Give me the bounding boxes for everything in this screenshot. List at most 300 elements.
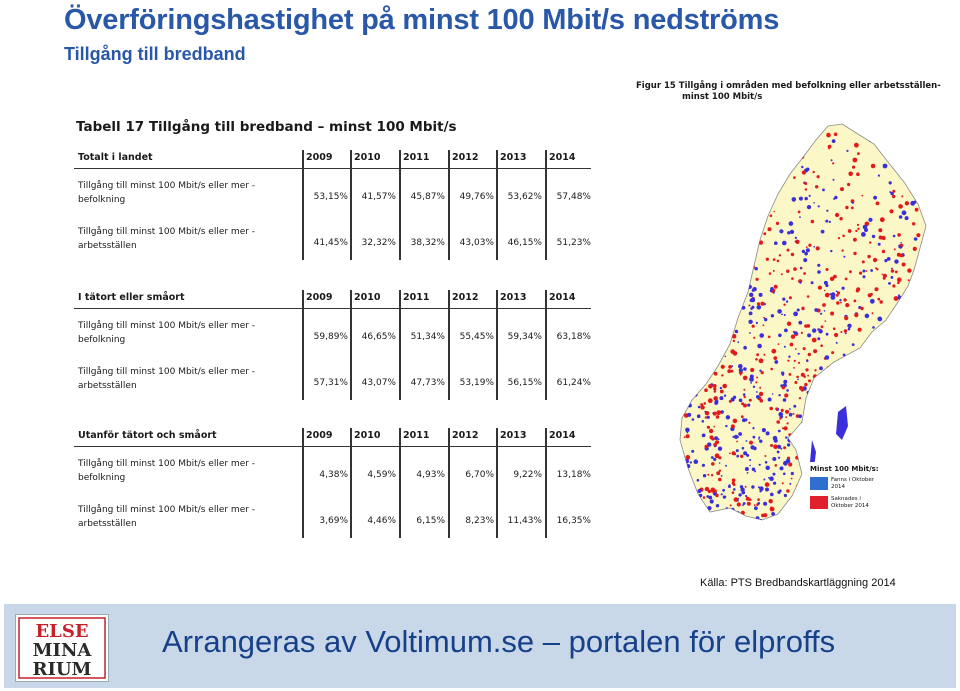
coverage-dot — [688, 393, 692, 397]
coverage-dot — [951, 331, 954, 334]
coverage-dot — [745, 467, 749, 471]
coverage-dot — [857, 405, 861, 409]
table-row — [74, 309, 591, 355]
coverage-dot — [878, 243, 881, 246]
coverage-dot — [913, 247, 917, 251]
coverage-dot — [937, 328, 941, 332]
coverage-dot — [830, 277, 834, 281]
coverage-dot — [885, 374, 888, 377]
coverage-dot — [848, 434, 852, 438]
coverage-dot — [890, 374, 894, 378]
coverage-dot — [892, 424, 895, 427]
coverage-dot — [891, 320, 895, 324]
year-header: 2012 — [452, 430, 479, 441]
coverage-dot — [742, 245, 746, 249]
coverage-dot — [677, 510, 682, 515]
coverage-dot — [704, 411, 706, 413]
coverage-dot — [794, 331, 798, 335]
coverage-dot — [911, 182, 914, 185]
coverage-dot — [812, 434, 815, 437]
coverage-dot — [679, 495, 681, 497]
coverage-dot — [843, 440, 845, 442]
table-cell: 55,45% — [459, 332, 494, 342]
coverage-dot — [791, 472, 794, 475]
coverage-dot — [794, 360, 796, 362]
coverage-dot — [927, 225, 929, 227]
coverage-dot — [929, 232, 932, 235]
coverage-dot — [889, 417, 893, 421]
coverage-dot — [693, 366, 696, 369]
coverage-dot — [943, 261, 946, 264]
coverage-dot — [748, 422, 750, 424]
coverage-dot — [927, 471, 931, 475]
coverage-dot — [912, 222, 915, 225]
coverage-dot — [829, 221, 831, 223]
coverage-dot — [677, 234, 680, 237]
coverage-dot — [842, 447, 846, 451]
coverage-dot — [957, 350, 960, 353]
coverage-dot — [885, 446, 888, 449]
coverage-dot — [869, 388, 872, 391]
coverage-dot — [836, 342, 838, 344]
coverage-dot — [881, 423, 884, 426]
coverage-dot — [738, 432, 742, 436]
coverage-dot — [766, 185, 768, 187]
coverage-dot — [919, 178, 921, 180]
coverage-dot — [805, 407, 808, 410]
coverage-dot — [903, 455, 907, 459]
coverage-dot — [676, 266, 679, 270]
column-divider — [350, 428, 352, 538]
coverage-dot — [766, 258, 769, 261]
coverage-dot — [742, 219, 745, 222]
coverage-dot — [847, 183, 850, 186]
column-divider — [545, 150, 547, 260]
coverage-dot — [835, 392, 837, 394]
coverage-dot — [747, 404, 750, 407]
coverage-dot — [689, 488, 693, 492]
column-divider — [399, 150, 401, 260]
coverage-dot — [953, 500, 955, 502]
coverage-dot — [732, 515, 734, 517]
coverage-dot — [835, 384, 837, 386]
coverage-dot — [732, 491, 735, 494]
coverage-dot — [719, 340, 722, 343]
coverage-dot — [782, 241, 787, 246]
coverage-dot — [679, 170, 683, 174]
coverage-dot — [734, 435, 738, 439]
coverage-dot — [754, 504, 756, 506]
coverage-dot — [705, 445, 709, 449]
coverage-dot — [815, 397, 819, 401]
coverage-dot — [726, 317, 728, 319]
coverage-dot — [741, 182, 745, 186]
coverage-dot — [677, 419, 680, 422]
coverage-dot — [859, 391, 862, 394]
coverage-dot — [715, 334, 717, 336]
coverage-dot — [896, 517, 899, 520]
coverage-dot — [888, 438, 890, 440]
coverage-dot — [917, 362, 921, 366]
coverage-dot — [741, 415, 744, 418]
coverage-dot — [872, 235, 875, 238]
coverage-dot — [799, 197, 803, 201]
coverage-dot — [763, 232, 766, 235]
coverage-dot — [937, 495, 941, 499]
coverage-dot — [849, 270, 852, 273]
coverage-dot — [926, 194, 929, 197]
coverage-dot — [850, 419, 853, 422]
coverage-dot — [857, 457, 859, 459]
coverage-dot — [870, 519, 874, 522]
coverage-dot — [787, 360, 789, 362]
coverage-dot — [828, 446, 832, 450]
coverage-dot — [685, 223, 687, 225]
coverage-dot — [866, 418, 870, 422]
coverage-dot — [781, 409, 784, 412]
coverage-dot — [782, 482, 784, 484]
coverage-dot — [731, 310, 736, 315]
coverage-dot — [865, 437, 868, 440]
coverage-dot — [915, 208, 919, 212]
coverage-dot — [756, 377, 758, 379]
table-cell: 11,43% — [507, 516, 542, 526]
coverage-dot — [865, 314, 870, 319]
coverage-dot — [783, 446, 786, 449]
coverage-dot — [914, 237, 918, 241]
coverage-dot — [894, 296, 899, 301]
coverage-dot — [948, 372, 950, 374]
coverage-dot — [873, 423, 877, 427]
coverage-dot — [944, 292, 946, 294]
coverage-dot — [909, 371, 913, 375]
coverage-dot — [856, 289, 859, 292]
coverage-dot — [787, 249, 790, 252]
coverage-dot — [884, 142, 888, 146]
coverage-dot — [801, 166, 803, 168]
coverage-dot — [834, 437, 837, 440]
coverage-dot — [747, 472, 749, 474]
coverage-dot — [741, 402, 744, 405]
coverage-dot — [902, 334, 904, 336]
coverage-dot — [757, 125, 759, 127]
coverage-dot — [932, 505, 937, 510]
coverage-dot — [814, 369, 816, 371]
coverage-dot — [927, 327, 929, 329]
coverage-dot — [815, 391, 818, 394]
coverage-dot — [883, 274, 887, 278]
coverage-dot — [927, 436, 929, 438]
coverage-dot — [701, 248, 705, 252]
coverage-dot — [834, 333, 838, 337]
coverage-dot — [861, 398, 865, 402]
coverage-dot — [932, 386, 934, 388]
coverage-dot — [757, 305, 762, 310]
coverage-dot — [923, 363, 926, 366]
coverage-dot — [779, 418, 781, 420]
coverage-dot — [807, 324, 811, 328]
section-header — [74, 290, 591, 309]
coverage-dot — [749, 220, 752, 223]
coverage-dot — [908, 373, 911, 376]
coverage-dot — [812, 399, 816, 403]
coverage-dot — [808, 353, 811, 356]
coverage-dot — [778, 412, 783, 417]
coverage-dot — [810, 518, 813, 521]
coverage-dot — [946, 474, 949, 477]
coverage-dot — [859, 350, 862, 353]
coverage-dot — [697, 272, 699, 274]
coverage-dot — [719, 243, 721, 245]
coverage-dot — [804, 252, 808, 256]
coverage-dot — [683, 332, 685, 334]
coverage-dot — [770, 368, 773, 371]
coverage-dot — [752, 216, 757, 221]
figure-caption-line2: minst 100 Mbit/s — [682, 92, 763, 102]
coverage-dot — [871, 420, 874, 423]
coverage-dot — [691, 348, 694, 351]
coverage-dot — [749, 312, 753, 316]
coverage-dot — [952, 148, 954, 150]
coverage-dot — [922, 342, 925, 345]
coverage-dot — [935, 300, 938, 303]
coverage-dot — [947, 486, 951, 490]
coverage-dot — [771, 314, 774, 317]
coverage-dot — [811, 132, 815, 136]
coverage-dot — [857, 224, 859, 226]
coverage-dot — [822, 519, 824, 521]
coverage-dot — [923, 389, 926, 392]
coverage-dot — [948, 251, 952, 255]
coverage-dot — [867, 403, 871, 407]
coverage-dot — [946, 379, 949, 382]
coverage-dot — [736, 449, 739, 452]
coverage-dot — [854, 402, 856, 404]
coverage-dot — [916, 495, 920, 499]
coverage-dot — [783, 398, 787, 402]
coverage-dot — [779, 254, 781, 256]
coverage-dot — [752, 207, 755, 210]
coverage-dot — [712, 133, 715, 136]
coverage-dot — [685, 402, 687, 404]
coverage-dot — [773, 292, 775, 294]
coverage-dot — [695, 322, 699, 326]
coverage-dot — [746, 440, 748, 442]
coverage-dot — [832, 162, 834, 164]
coverage-dot — [679, 316, 681, 318]
coverage-dot — [909, 173, 912, 176]
coverage-dot — [681, 375, 683, 377]
coverage-dot — [679, 127, 682, 130]
coverage-dot — [732, 178, 735, 181]
coverage-dot — [720, 143, 723, 146]
coverage-dot — [757, 502, 760, 505]
coverage-dot — [832, 398, 835, 401]
section-label: I tätort eller småort — [78, 292, 185, 303]
coverage-dot — [685, 173, 687, 175]
coverage-dot — [923, 480, 925, 482]
coverage-dot — [789, 296, 792, 299]
coverage-dot — [931, 503, 935, 507]
coverage-dot — [828, 399, 832, 403]
year-header: 2009 — [306, 292, 333, 303]
coverage-dot — [908, 319, 912, 323]
coverage-dot — [877, 317, 882, 322]
coverage-dot — [721, 493, 723, 495]
coverage-dot — [716, 504, 719, 507]
coverage-dot — [896, 498, 901, 503]
coverage-dot — [833, 198, 835, 200]
coverage-dot — [913, 304, 916, 307]
coverage-dot — [789, 408, 791, 410]
coverage-dot — [750, 299, 754, 303]
column-divider — [350, 290, 352, 400]
coverage-dot — [774, 516, 776, 518]
coverage-dot — [921, 382, 924, 385]
coverage-dot — [935, 431, 937, 433]
coverage-dot — [713, 384, 717, 388]
coverage-dot — [900, 353, 902, 355]
legend-label-missing-line1: Saknades i — [831, 496, 861, 502]
coverage-dot — [857, 228, 859, 230]
coverage-dot — [678, 296, 682, 300]
coverage-dot — [752, 289, 755, 292]
coverage-dot — [835, 213, 839, 217]
coverage-dot — [710, 151, 714, 155]
coverage-dot — [920, 275, 924, 279]
coverage-dot — [929, 290, 932, 293]
coverage-dot — [891, 269, 894, 272]
coverage-dot — [793, 267, 797, 271]
coverage-dot — [763, 502, 767, 506]
coverage-dot — [720, 334, 724, 338]
coverage-dot — [777, 260, 780, 263]
coverage-dot — [804, 438, 806, 440]
column-divider — [350, 150, 352, 260]
coverage-dot — [820, 378, 824, 382]
coverage-dot — [893, 363, 896, 366]
coverage-dot — [724, 270, 727, 273]
coverage-dot — [786, 270, 789, 273]
coverage-dot — [904, 413, 906, 415]
coverage-dot — [787, 443, 790, 446]
coverage-dot — [892, 415, 896, 419]
coverage-dot — [931, 268, 934, 271]
coverage-dot — [940, 292, 942, 294]
coverage-dot — [954, 298, 956, 300]
coverage-dot — [806, 248, 810, 252]
coverage-dot — [770, 143, 772, 145]
coverage-dot — [756, 395, 760, 399]
page-subtitle: Tillgång till bredband — [64, 44, 246, 64]
coverage-dot — [840, 442, 844, 446]
coverage-dot — [828, 407, 832, 411]
coverage-dot — [786, 144, 791, 149]
coverage-dot — [756, 353, 759, 356]
coverage-dot — [931, 243, 935, 247]
coverage-dot — [740, 455, 743, 458]
coverage-dot — [683, 131, 688, 136]
coverage-dot — [902, 263, 906, 267]
row-label — [78, 179, 288, 207]
coverage-dot — [928, 404, 932, 408]
coverage-dot — [740, 220, 742, 222]
coverage-dot — [735, 514, 738, 517]
coverage-dot — [937, 374, 941, 378]
coverage-dot — [902, 493, 906, 497]
coverage-dot — [727, 186, 731, 190]
figure-caption — [636, 81, 946, 103]
coverage-dot — [773, 182, 777, 186]
coverage-dot — [793, 312, 798, 317]
coverage-dot — [801, 307, 804, 310]
coverage-dot — [780, 466, 784, 470]
legend-swatch-available — [810, 477, 828, 490]
coverage-dot — [702, 464, 705, 467]
coverage-dot — [914, 168, 917, 171]
coverage-dot — [870, 376, 872, 378]
coverage-dot — [806, 168, 810, 172]
coverage-dot — [841, 249, 843, 251]
coverage-dot — [792, 197, 797, 202]
coverage-dot — [815, 404, 818, 407]
coverage-dot — [906, 363, 911, 368]
coverage-dot — [854, 386, 857, 389]
coverage-dot — [712, 438, 715, 441]
coverage-dot — [765, 488, 769, 492]
coverage-dot — [937, 484, 940, 487]
coverage-dot — [801, 422, 804, 425]
coverage-dot — [924, 284, 926, 286]
table-cell: 57,48% — [556, 192, 591, 202]
coverage-dot — [692, 336, 696, 340]
coverage-dot — [875, 377, 877, 379]
coverage-dot — [768, 188, 771, 191]
coverage-dot — [676, 451, 680, 455]
coverage-dot — [819, 444, 822, 447]
coverage-dot — [789, 373, 792, 376]
coverage-dot — [924, 467, 926, 469]
coverage-dot — [860, 307, 864, 311]
coverage-dot — [891, 345, 895, 349]
coverage-dot — [768, 227, 772, 231]
coverage-dot — [680, 376, 683, 379]
coverage-dot — [882, 250, 885, 253]
coverage-dot — [725, 465, 727, 467]
coverage-dot — [780, 166, 782, 168]
coverage-dot — [753, 152, 755, 154]
coverage-dot — [704, 205, 707, 208]
coverage-dot — [801, 505, 803, 507]
coverage-dot — [826, 333, 829, 336]
coverage-dot — [907, 296, 910, 299]
footer-text: Arrangeras av Voltimum.se – portalen för elproffs — [162, 624, 836, 659]
row-label-line2: befolkning — [78, 195, 126, 205]
coverage-dot — [697, 479, 700, 482]
coverage-dot — [700, 241, 704, 245]
coverage-dot — [899, 215, 903, 219]
table-row — [74, 215, 591, 261]
coverage-dot — [802, 170, 806, 174]
coverage-dot — [819, 366, 823, 370]
coverage-dot — [920, 133, 923, 136]
row-label — [78, 365, 288, 393]
coverage-dot — [952, 391, 955, 394]
coverage-dot — [771, 512, 775, 516]
coverage-dot — [883, 164, 888, 169]
column-divider — [302, 428, 304, 538]
coverage-dot — [753, 436, 756, 439]
